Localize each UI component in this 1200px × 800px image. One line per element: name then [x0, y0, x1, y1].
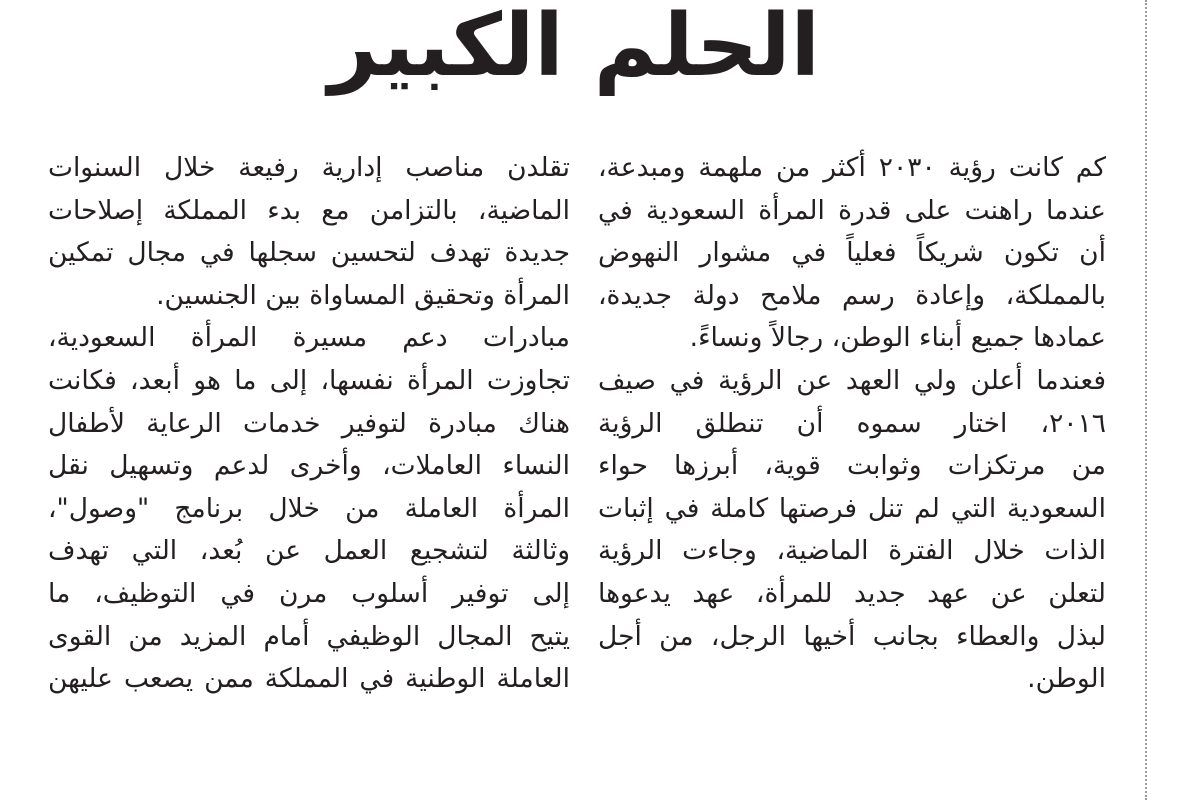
- text-line: كم كانت رؤية ٢٠٣٠ أكثر من ملهمة ومبدعة،: [598, 152, 1106, 183]
- text-line: عندما راهنت على قدرة المرأة السعودية في: [598, 194, 1106, 226]
- text-line: السعودية التي لم تنل فرصتها كاملة في إثبات: [598, 492, 1106, 524]
- text-line: جديدة تهدف لتحسين سجلها في مجال تمكين: [48, 237, 570, 269]
- text-line: عمادها جميع أبناء الوطن، رجالاً ونساءً.: [689, 322, 1106, 354]
- article-headline: الحلم الكبير: [328, 0, 820, 96]
- text-line: لبذل والعطاء بجانب أخيها الرجل، من أجل: [598, 620, 1106, 652]
- article-column-right: [598, 147, 1106, 701]
- text-line: لتعلن عن عهد جديد للمرأة، عهد يدعوها: [598, 577, 1106, 609]
- text-line: النساء العاملات، وأخرى لدعم وتسهيل نقل: [48, 450, 570, 482]
- text-line: تجاوزت المرأة نفسها، إلى ما هو أبعد، فكانت: [48, 364, 570, 396]
- article-column-left: [48, 147, 570, 701]
- text-line: وثالثة لتشجيع العمل عن بُعد، التي تهدف: [48, 535, 570, 567]
- text-line: الماضية، بالتزامن مع بدء المملكة إصلاحات: [48, 194, 570, 226]
- text-line: يتيح المجال الوظيفي أمام المزيد من القوى: [48, 620, 570, 652]
- text-line: الوطن.: [1027, 663, 1106, 695]
- text-line: إلى توفير أسلوب مرن في التوظيف، ما: [48, 577, 570, 609]
- text-line: بالمملكة، وإعادة رسم ملامح دولة جديدة،: [598, 279, 1106, 311]
- text-line: من مرتكزات وثوابت قوية، أبرزها حواء: [598, 450, 1106, 482]
- text-line: المرأة العاملة من خلال برنامج "وصول"،: [48, 492, 570, 524]
- text-line: تقلدن مناصب إدارية رفيعة خلال السنوات: [48, 152, 570, 183]
- text-line: فعندما أعلن ولي العهد عن الرؤية في صيف: [598, 364, 1106, 396]
- text-line: مبادرات دعم مسيرة المرأة السعودية،: [48, 322, 570, 354]
- text-line: أن تكون شريكاً فعلياً في مشوار النهوض: [598, 237, 1106, 269]
- text-line: الذات خلال الفترة الماضية، وجاءت الرؤية: [598, 535, 1106, 567]
- text-line: المرأة وتحقيق المساواة بين الجنسين.: [156, 279, 570, 311]
- text-line: ٢٠١٦، اختار سموه أن تنطلق الرؤية: [598, 407, 1106, 439]
- column-divider-dotted-rule: [1145, 0, 1147, 800]
- text-line: العاملة الوطنية في المملكة ممن يصعب عليهن: [48, 663, 570, 695]
- text-line: هناك مبادرة لتوفير خدمات الرعاية لأطفال: [48, 407, 570, 439]
